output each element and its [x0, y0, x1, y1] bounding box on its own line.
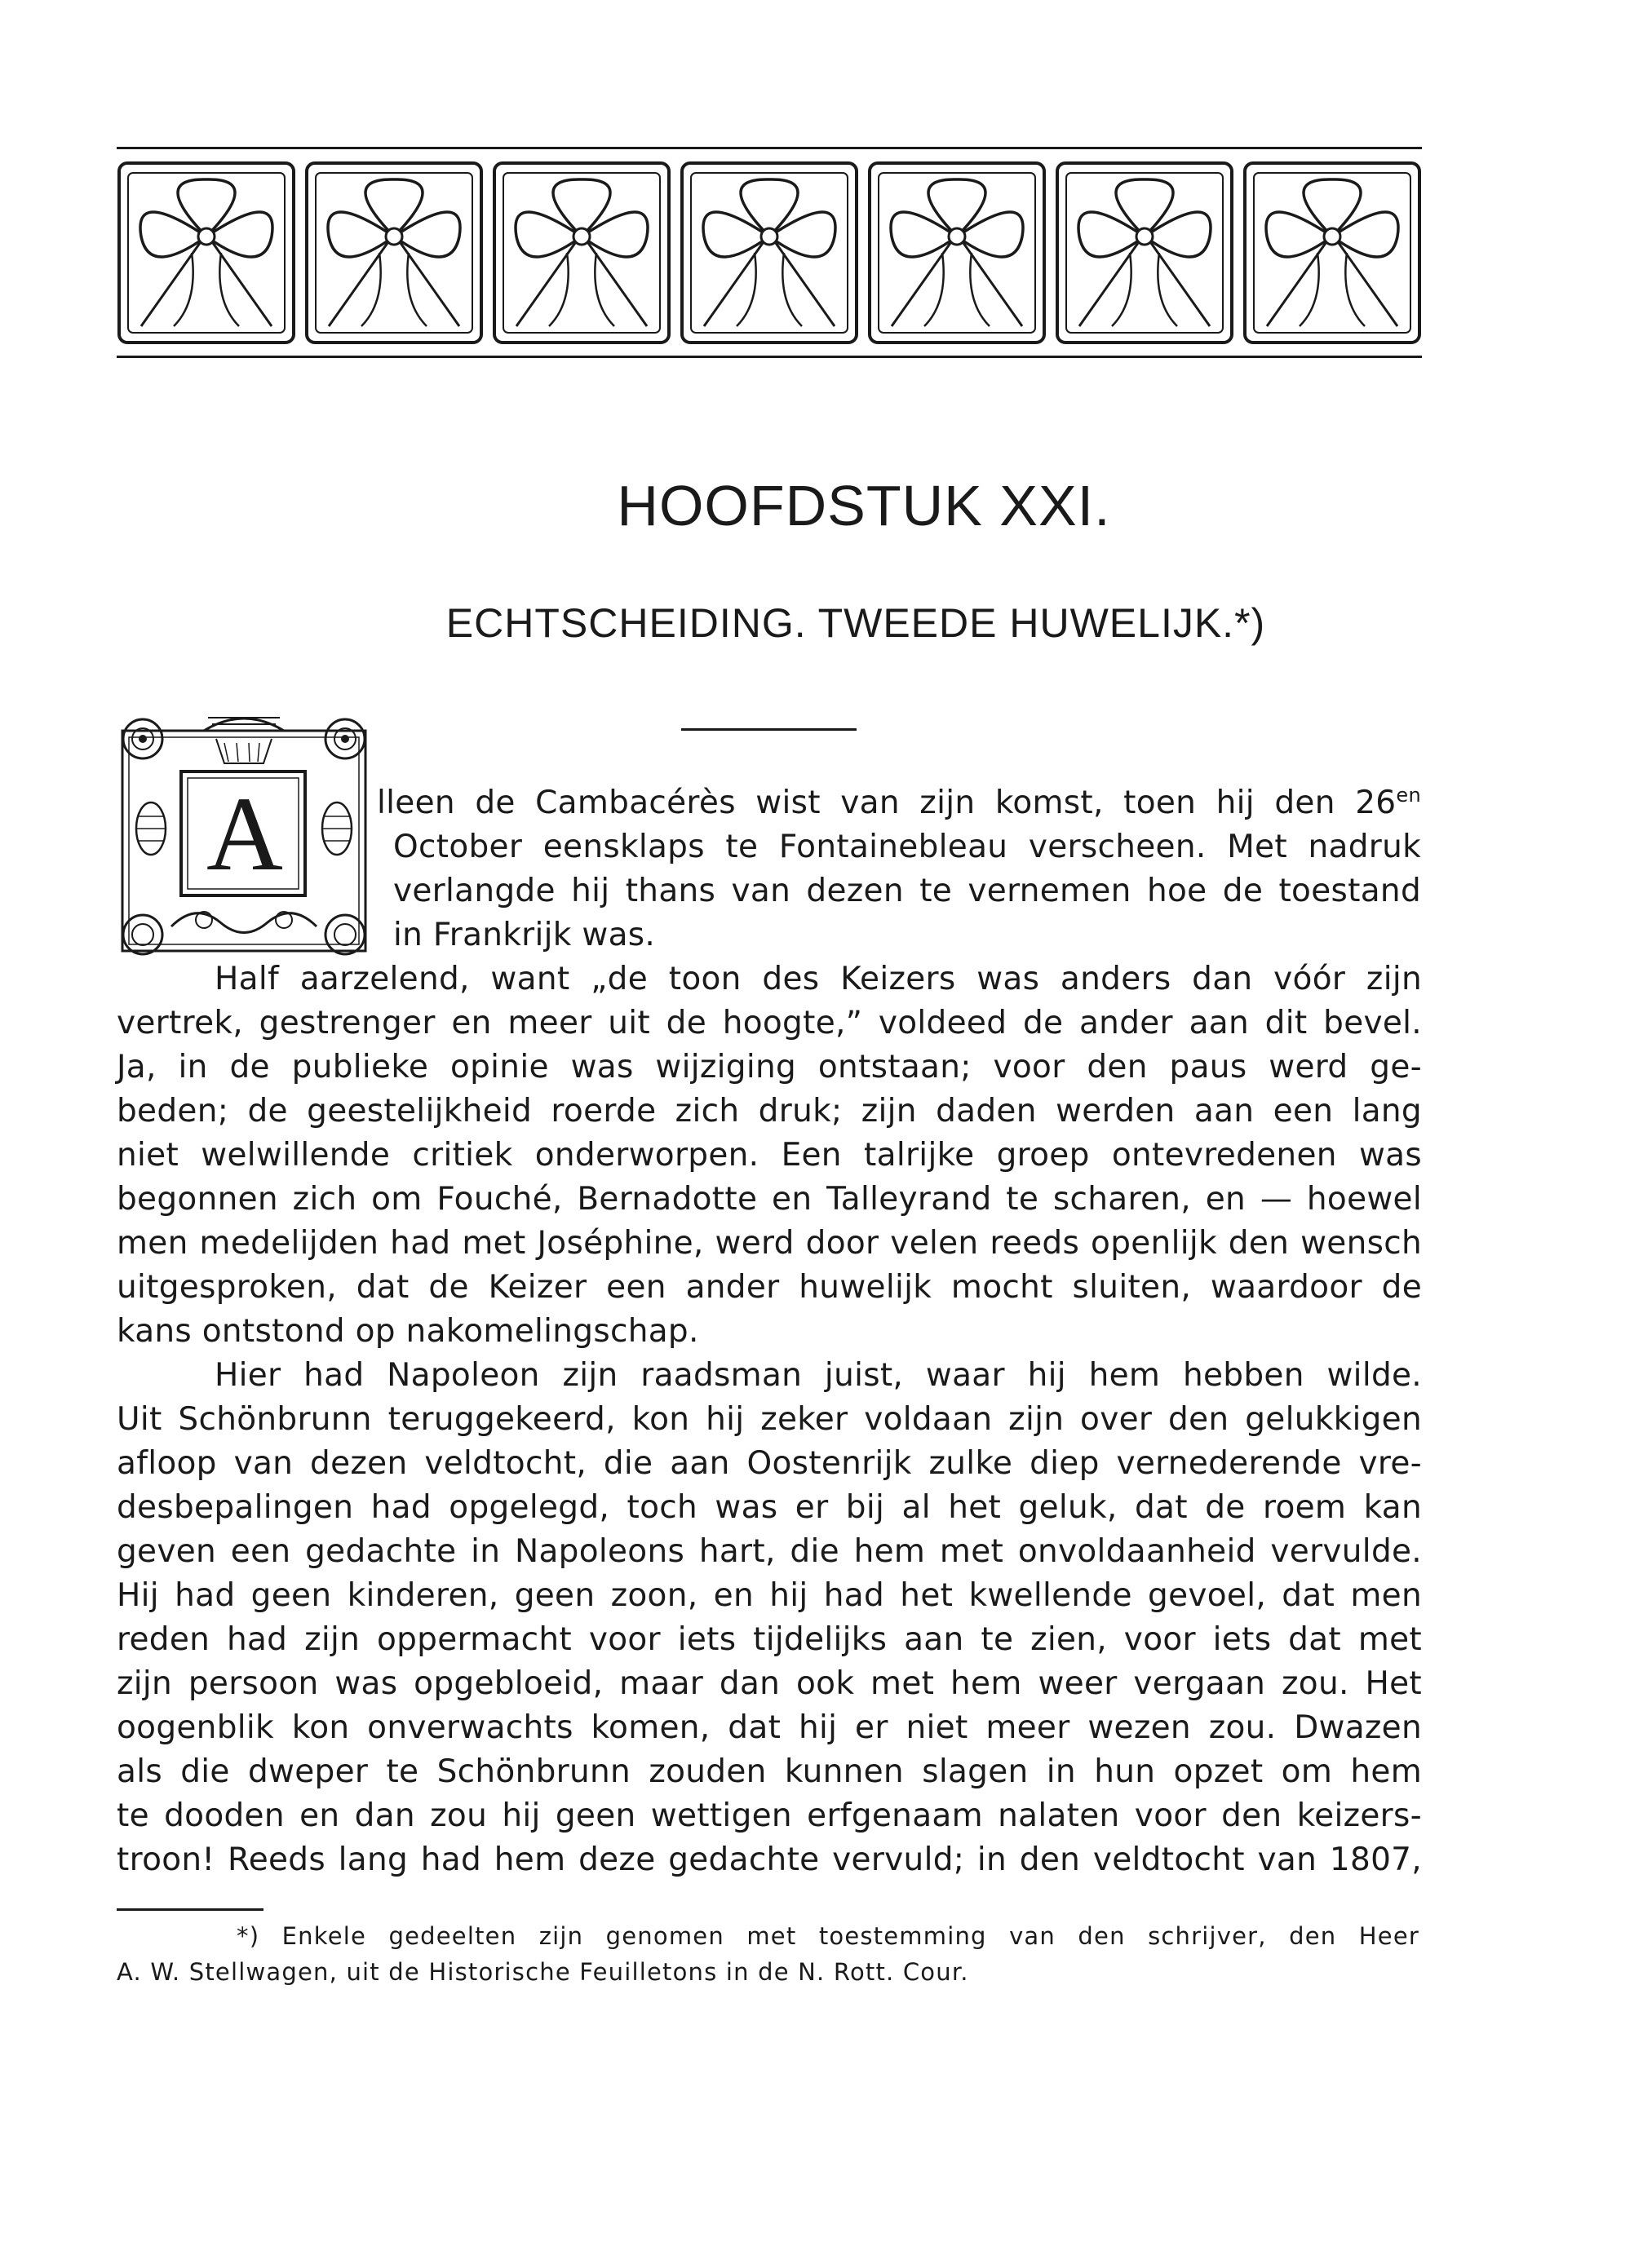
superscript-en: en: [1396, 784, 1421, 807]
drop-cap-letter: A: [206, 776, 283, 893]
footnote-line: *) Enkele gedeelten zijn genomen met toestemming van den schrijver, den Heer: [237, 1922, 1419, 1950]
paragraph1-line: verlangde hij thans van dezen te vernemen hoe de toestand: [393, 873, 1421, 909]
paragraph2-line: uitgesproken, dat de Keizer een ander huwelijk mocht sluiten, waardoor de: [117, 1269, 1422, 1306]
paragraph3-line: als die dweper te Schönbrunn zouden kunnen slagen in hun opzet om hem: [117, 1753, 1422, 1790]
paragraph3-line: Hij had geen kinderen, geen zoon, en hij had het kwellende gevoel, dat men: [117, 1577, 1422, 1614]
paragraph3-line: oogenblik kon onverwachts komen, dat hij er niet meer wezen zou. Dwazen: [117, 1709, 1422, 1746]
paragraph3-line: troon! Reeds lang had hem deze gedachte vervuld; in den veldtocht van 1807,: [117, 1841, 1422, 1878]
header-ornament-band: [117, 155, 1422, 351]
paragraph2-line: Half aarzelend, want „de toon des Keizers was anders dan vóór zijn: [215, 961, 1422, 997]
paragraph1-line: in Frankrijk was.: [393, 917, 656, 953]
ornament-tile-frame: [1057, 163, 1232, 343]
ornament-tiles: [117, 155, 1422, 351]
paragraph2-line: vertrek, gestrenger en meer uit de hoogte,” voldeed de ander aan dit bevel.: [117, 1005, 1422, 1041]
chapter-title: HOOFDSTUK XXI.: [617, 474, 1111, 537]
paragraph2-line: kans ontstond op nakomelingschap.: [117, 1313, 699, 1350]
paragraph3-line: geven een gedachte in Napoleons hart, die hem met onvoldaanheid vervulde.: [117, 1533, 1422, 1570]
ornament-tile-frame: [682, 163, 857, 343]
ornament-tile-frame: [307, 163, 481, 343]
paragraph3-line: desbepalingen had opgelegd, toch was er bij al het geluk, dat de roem kan: [117, 1489, 1422, 1526]
paragraph3-line: reden had zijn oppermacht voor iets tijdelijks aan te zien, voor iets dat met: [117, 1621, 1422, 1658]
paragraph3-line: Uit Schönbrunn teruggekeerd, kon hij zeker voldaan zijn over den gelukkigen: [117, 1401, 1422, 1438]
header-top-rule: [117, 147, 1422, 149]
paragraph2-line: begonnen zich om Fouché, Bernadotte en Talleyrand te scharen, en — hoewel: [117, 1181, 1422, 1218]
paragraph3-line: Hier had Napoleon zijn raadsman juist, waar hij hem hebben wilde.: [215, 1357, 1422, 1394]
paragraph1-line: lleen de Cambacérès wist van zijn komst, toen hij den $26^{en}$: [377, 784, 1421, 821]
paragraph2-line: men medelijden had met Joséphine, werd door velen reeds openlijk den wensch: [117, 1225, 1422, 1262]
ornament-tile-frame: [494, 163, 669, 343]
paragraph2-line: beden; de geestelijkheid roerde zich druk; zijn daden werden aan een lang: [117, 1093, 1422, 1130]
footnote-rule: [117, 1908, 263, 1911]
paragraph2-line: niet welwillende critiek onderworpen. Een talrijke groep ontevredenen was: [117, 1137, 1422, 1174]
paragraph1-line: October eensklaps te Fontainebleau verscheen. Met nadruk: [393, 829, 1421, 865]
footnote-line: A. W. Stellwagen, uit de Historische Feuilletons in de N. Rott. Cour.: [117, 1958, 969, 1986]
chapter-subtitle: ECHTSCHEIDING. TWEEDE HUWELIJK.*): [445, 600, 1266, 646]
paragraph3-line: te dooden en dan zou hij geen wettigen erfgenaam nalaten voor den keizers-: [117, 1797, 1422, 1834]
ornament-tile-frame: [870, 163, 1044, 343]
paragraph2-line: Ja, in de publieke opinie was wijziging ontstaan; voor den paus werd ge-: [117, 1049, 1422, 1085]
ornament-tile-frame: [1245, 163, 1419, 343]
paragraph3-line: afloop van dezen veldtocht, die aan Oostenrijk zulke diep vernederende vre-: [117, 1445, 1422, 1482]
section-divider: [681, 728, 857, 731]
header-bottom-rule: [117, 356, 1422, 358]
paragraph3-line: zijn persoon was opgebloeid, maar dan ook met hem weer vergaan zou. Het: [117, 1665, 1422, 1702]
ornament-tile-frame: [119, 163, 294, 343]
